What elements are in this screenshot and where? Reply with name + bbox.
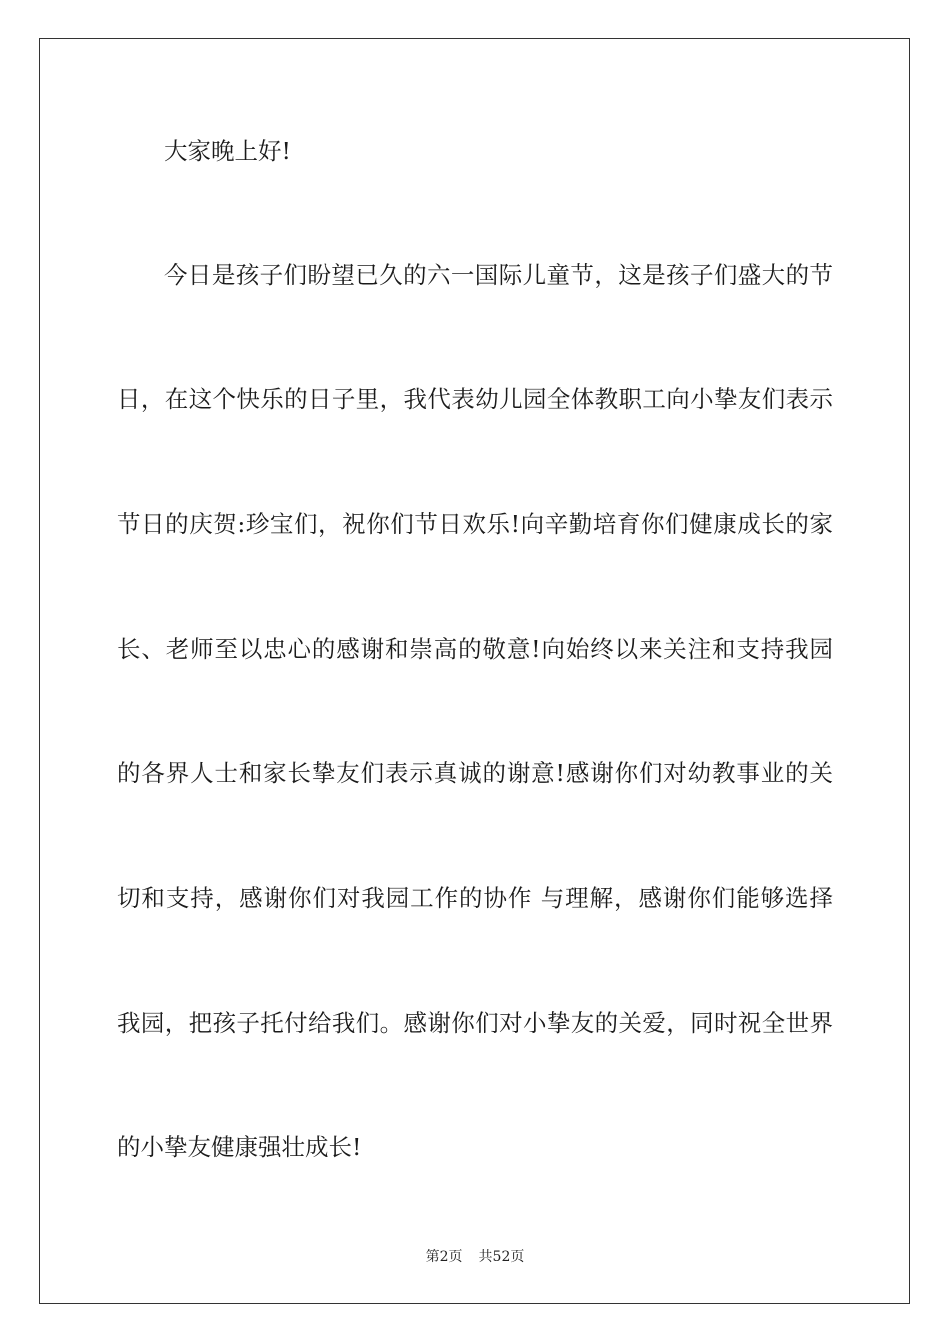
page-border [39,38,910,1304]
page-number: 第2页 [425,1249,463,1265]
paragraph-line: 今日是孩子们盼望已久的六一国际儿童节，这是孩子们盛大的节 [164,261,833,289]
paragraph-line: 长、老师至以忠心的感谢和崇高的敬意!向始终以来关注和支持我园 [117,635,833,663]
greeting-line: 大家晚上好! [164,137,291,165]
paragraph-line: 的小挚友健康强壮成长! [117,1133,362,1161]
page-footer [0,1247,950,1267]
paragraph-line: 节日的庆贺:珍宝们，祝你们节日欢乐!向辛勤培育你们健康成长的家 [117,510,833,538]
paragraph-line: 切和支持，感谢你们对我园工作的协作 与理解，感谢你们能够选择 [117,884,833,912]
paragraph-line: 日，在这个快乐的日子里，我代表幼儿园全体教职工向小挚友们表示 [117,385,833,413]
total-pages: 共52页 [478,1249,525,1265]
paragraph-line: 我园，把孩子托付给我们。感谢你们对小挚友的关爱，同时祝全世界 [117,1009,833,1037]
paragraph-line: 的各界人士和家长挚友们表示真诚的谢意!感谢你们对幼教事业的关 [117,759,833,787]
